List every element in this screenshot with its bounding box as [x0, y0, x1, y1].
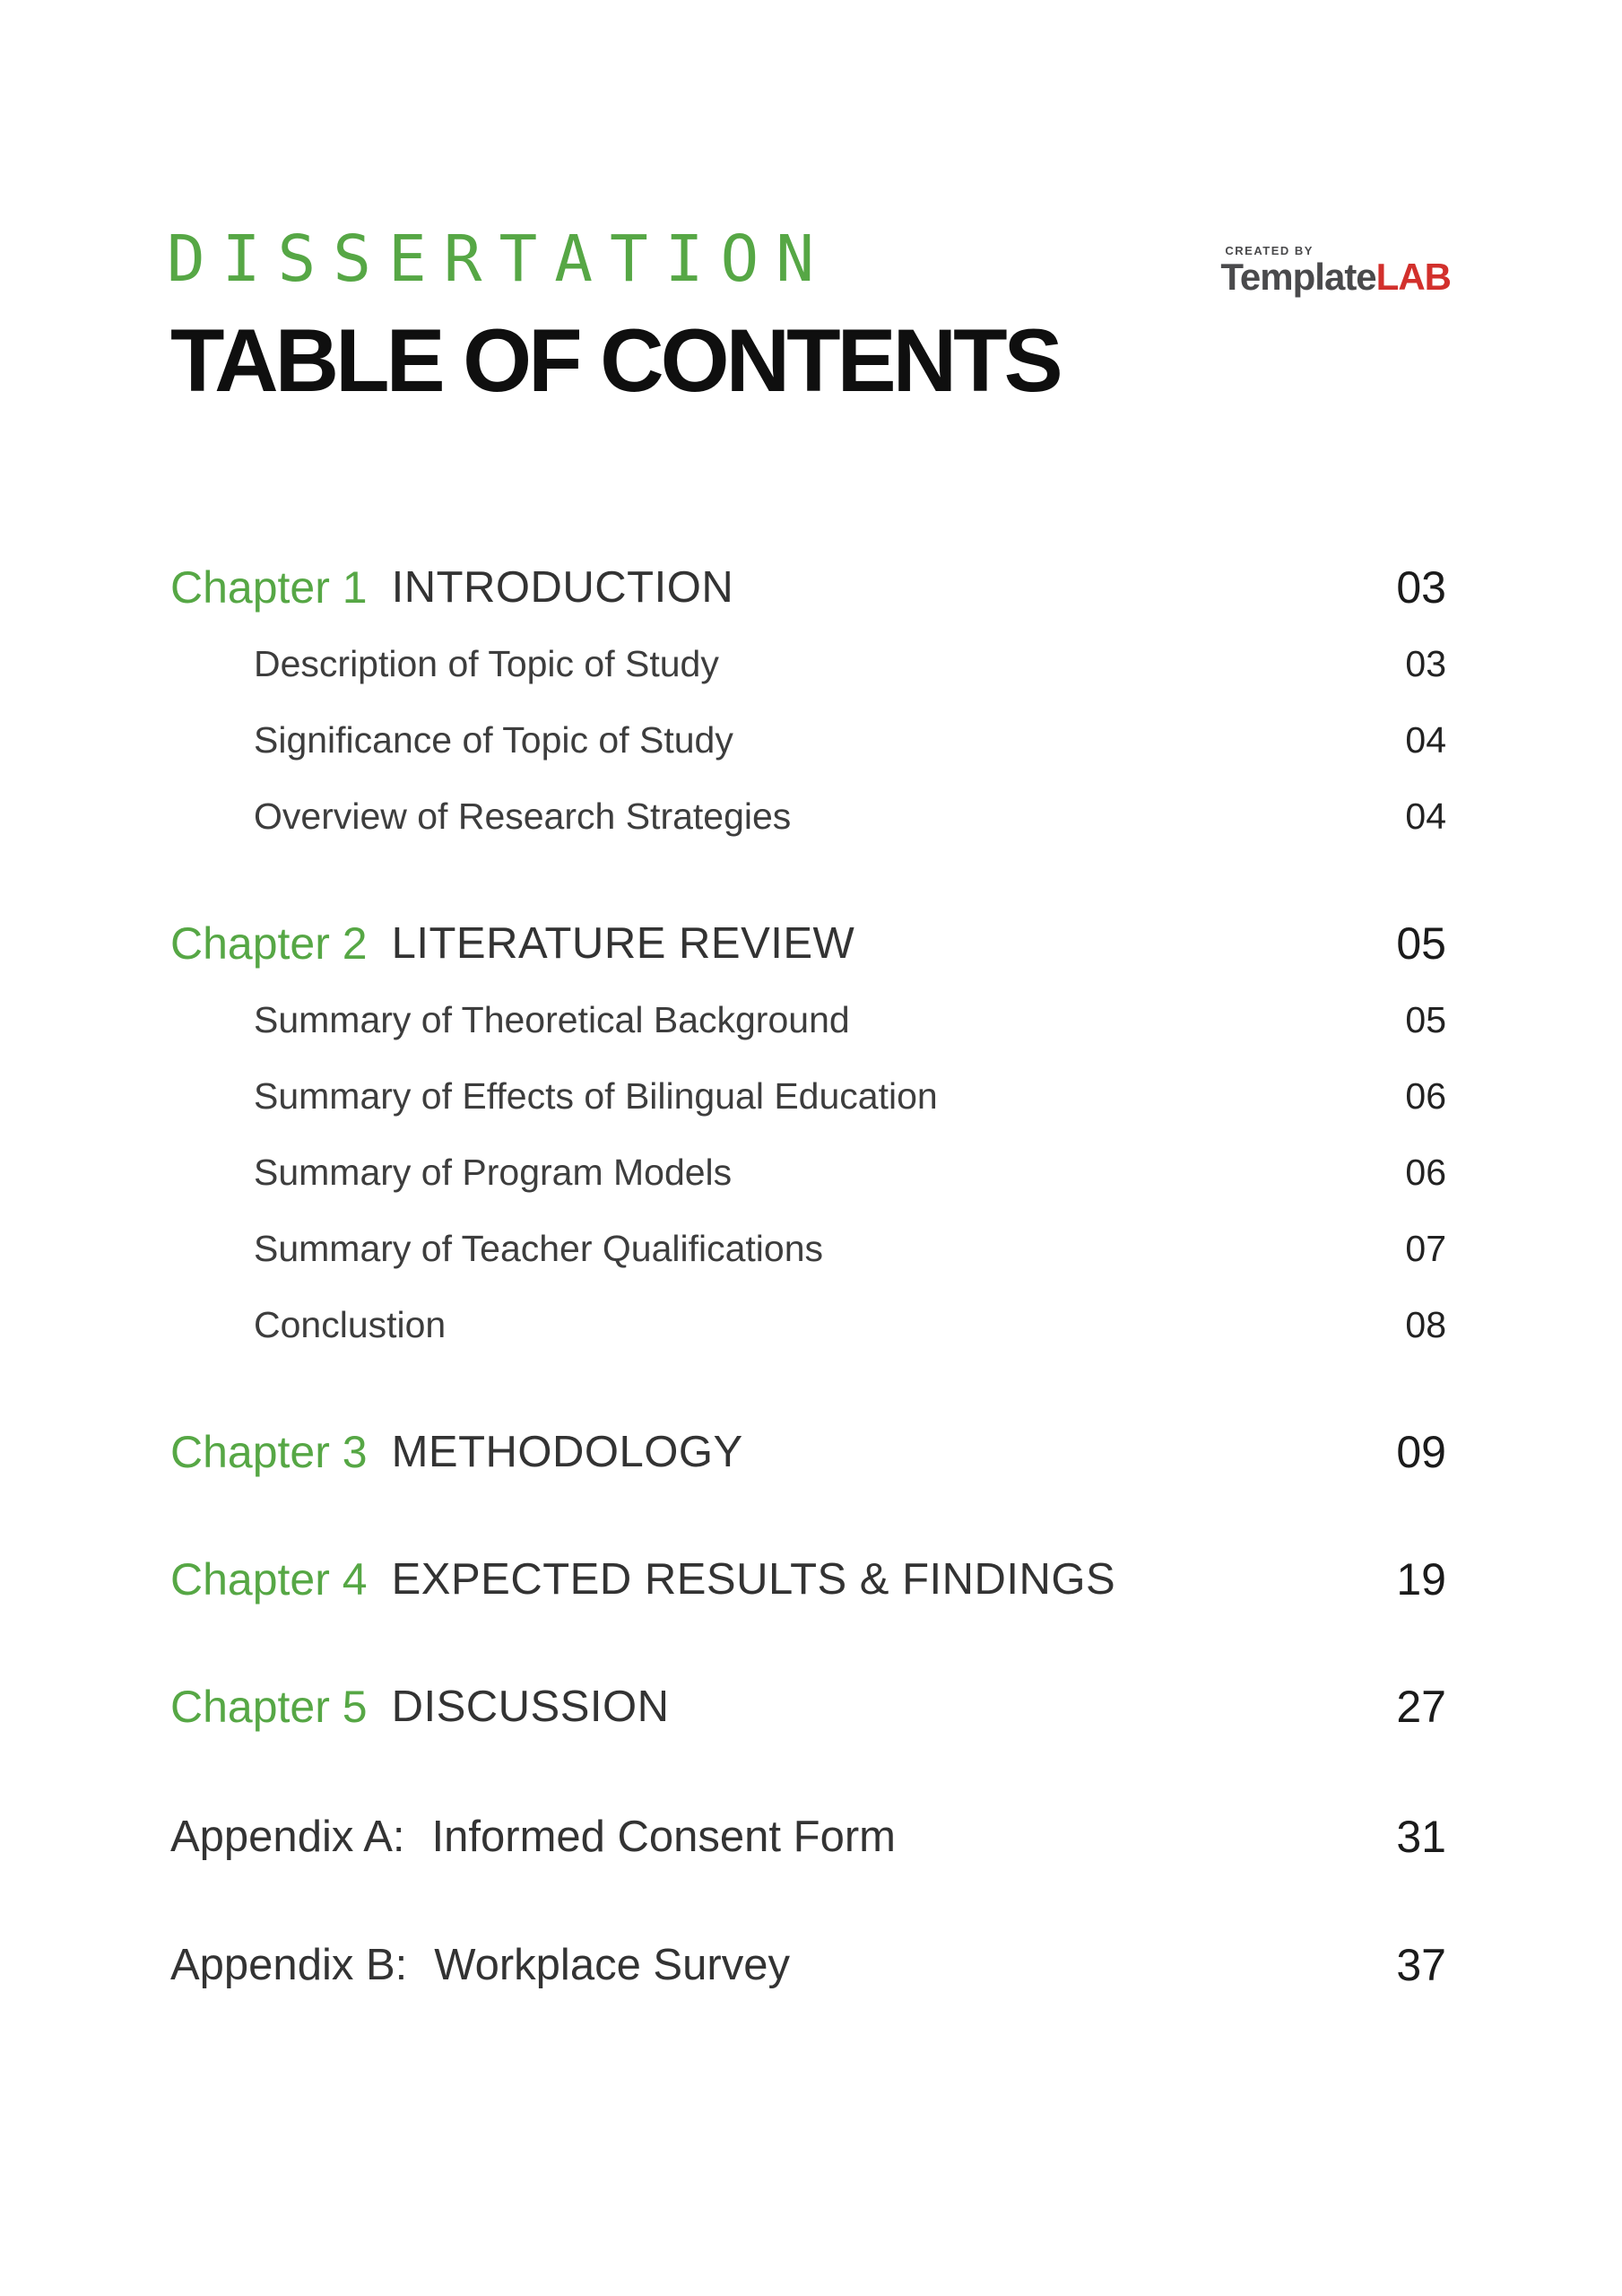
toc-section-row	[170, 1147, 1446, 1197]
page-number: 07	[1405, 1227, 1446, 1269]
toc-appendix-row	[170, 1812, 1446, 1862]
appendix-title: Workplace Survey	[434, 1941, 790, 1989]
toc-chapter-row	[170, 1554, 1446, 1605]
page-number: 19	[1396, 1554, 1446, 1605]
toc-section-row	[170, 791, 1446, 841]
chapter-title: INTRODUCTION	[391, 563, 734, 612]
section-title: Summary of Theoretical Background	[254, 998, 850, 1040]
section-title: Summary of Effects of Bilingual Education	[254, 1074, 938, 1117]
page-number: 09	[1396, 1427, 1446, 1477]
toc-section-row	[170, 639, 1446, 689]
toc-section-row	[170, 715, 1446, 765]
page-number: 05	[1405, 998, 1446, 1040]
chapter-title: DISCUSSION	[391, 1683, 670, 1731]
chapter-label: Chapter 3	[170, 1427, 368, 1477]
chapter-label: Chapter 5	[170, 1682, 368, 1732]
page-number: 06	[1405, 1151, 1446, 1193]
toc-appendix-row	[170, 1940, 1446, 1990]
chapter-title: METHODOLOGY	[391, 1428, 743, 1476]
page-number: 37	[1396, 1940, 1446, 1990]
chapter-label: Chapter 4	[170, 1554, 368, 1605]
toc-section-row	[170, 1071, 1446, 1121]
page-number: 05	[1396, 918, 1446, 969]
page-number: 04	[1405, 795, 1446, 837]
section-title: Summary of Program Models	[254, 1151, 733, 1193]
toc-section-row	[170, 1223, 1446, 1274]
page-number: 08	[1405, 1303, 1446, 1345]
toc-chapter-row	[170, 562, 1446, 613]
logo-created-by: CREATED BY	[1225, 244, 1314, 257]
toc-section-row	[170, 995, 1446, 1045]
toc-chapter-row	[170, 1427, 1446, 1477]
section-title: Significance of Topic of Study	[254, 718, 733, 761]
page-number: 03	[1405, 642, 1446, 684]
page-number: 31	[1396, 1812, 1446, 1862]
chapter-label: Chapter 1	[170, 562, 368, 613]
section-title: Description of Topic of Study	[254, 642, 719, 684]
page-number: 27	[1396, 1682, 1446, 1732]
page-number: 03	[1396, 562, 1446, 613]
logo-name-accent: LAB	[1375, 256, 1451, 298]
table-of-contents	[170, 562, 1446, 1990]
page-number: 06	[1405, 1074, 1446, 1117]
appendix-label: Appendix B:	[170, 1941, 408, 1989]
page-number: 04	[1405, 718, 1446, 761]
logo-name-primary: Template	[1220, 256, 1376, 298]
templatelab-logo	[1220, 245, 1451, 296]
appendix-title: Informed Consent Form	[431, 1813, 896, 1861]
dissertation-kicker: DISSERTATION	[167, 222, 831, 296]
chapter-title: LITERATURE REVIEW	[391, 919, 855, 968]
section-title: Overview of Research Strategies	[254, 795, 792, 837]
logo-wordmark	[1220, 258, 1451, 296]
section-title: Summary of Teacher Qualifications	[254, 1227, 824, 1269]
section-title: Conclustion	[254, 1303, 447, 1345]
toc-chapter-row	[170, 1682, 1446, 1732]
page-title: TABLE OF CONTENTS	[170, 310, 1060, 410]
chapter-label: Chapter 2	[170, 918, 368, 969]
appendix-label: Appendix A:	[170, 1813, 405, 1861]
toc-chapter-row	[170, 918, 1446, 969]
chapter-title: EXPECTED RESULTS & FINDINGS	[391, 1555, 1116, 1604]
toc-section-row	[170, 1300, 1446, 1350]
